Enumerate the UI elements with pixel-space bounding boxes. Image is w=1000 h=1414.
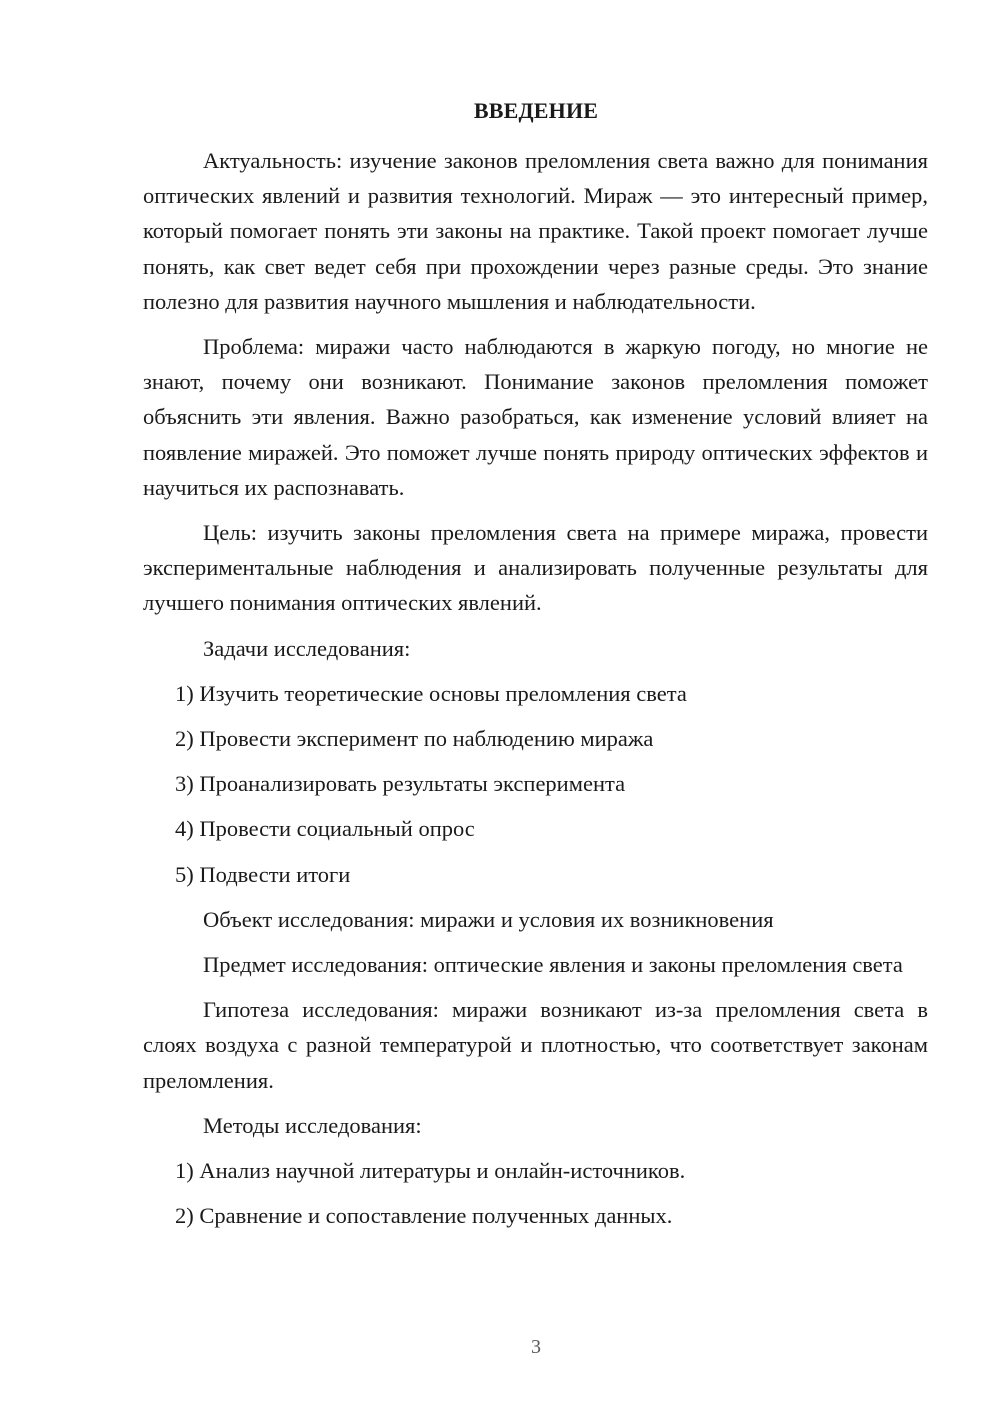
task-item: 1) Изучить теоретические основы преломления света <box>175 680 687 706</box>
task-item: 3) Проанализировать результаты эксперимента <box>175 771 626 797</box>
relevance-paragraph: Актуальность: изучение законов преломления света важно для понимания оптических явлений и развития технологий. Мираж — это интересный пример, который помогает понять эти законы на практике. Такой проект помогает лучше понять, как свет ведет себя при прохождении через разные среды. Это знание полезно для развития научного мышления и наблюдательности. <box>143 148 928 314</box>
methods-heading: Методы исследования: <box>203 1112 422 1138</box>
task-item: 5) Подвести итоги <box>175 861 351 887</box>
hypothesis-paragraph: Гипотеза исследования: миражи возникают из-за преломления света в слоях воздуха с разной температурой и плотностью, что соответствует законам преломления. <box>143 997 928 1093</box>
object-paragraph: Объект исследования: миражи и условия их возникновения <box>203 906 774 932</box>
page-title: ВВЕДЕНИЕ <box>473 98 599 123</box>
page-number: 3 <box>531 1336 541 1358</box>
document-body <box>143 143 928 1243</box>
method-item: 1) Анализ научной литературы и онлайн-источников. <box>175 1158 686 1184</box>
goal-paragraph: Цель: изучить законы преломления света на примере миража, провести экспериментальные наблюдения и анализировать полученные результаты для лучшего понимания оптических явлений. <box>143 520 928 616</box>
subject-paragraph: Предмет исследования: оптические явления и законы преломления света <box>203 952 903 978</box>
method-item: 2) Сравнение и сопоставление полученных данных. <box>175 1203 673 1229</box>
tasks-heading: Задачи исследования: <box>203 635 411 661</box>
task-item: 4) Провести социальный опрос <box>175 816 475 842</box>
task-item: 2) Провести эксперимент по наблюдению миража <box>175 726 654 752</box>
problem-paragraph: Проблема: миражи часто наблюдаются в жаркую погоду, но многие не знают, почему они возникают. Понимание законов преломления поможет объяснить эти явления. Важно разобраться, как изменение условий влияет на появление миражей. Это поможет лучше понять природу оптических эффектов и научиться их распознавать. <box>143 334 928 500</box>
